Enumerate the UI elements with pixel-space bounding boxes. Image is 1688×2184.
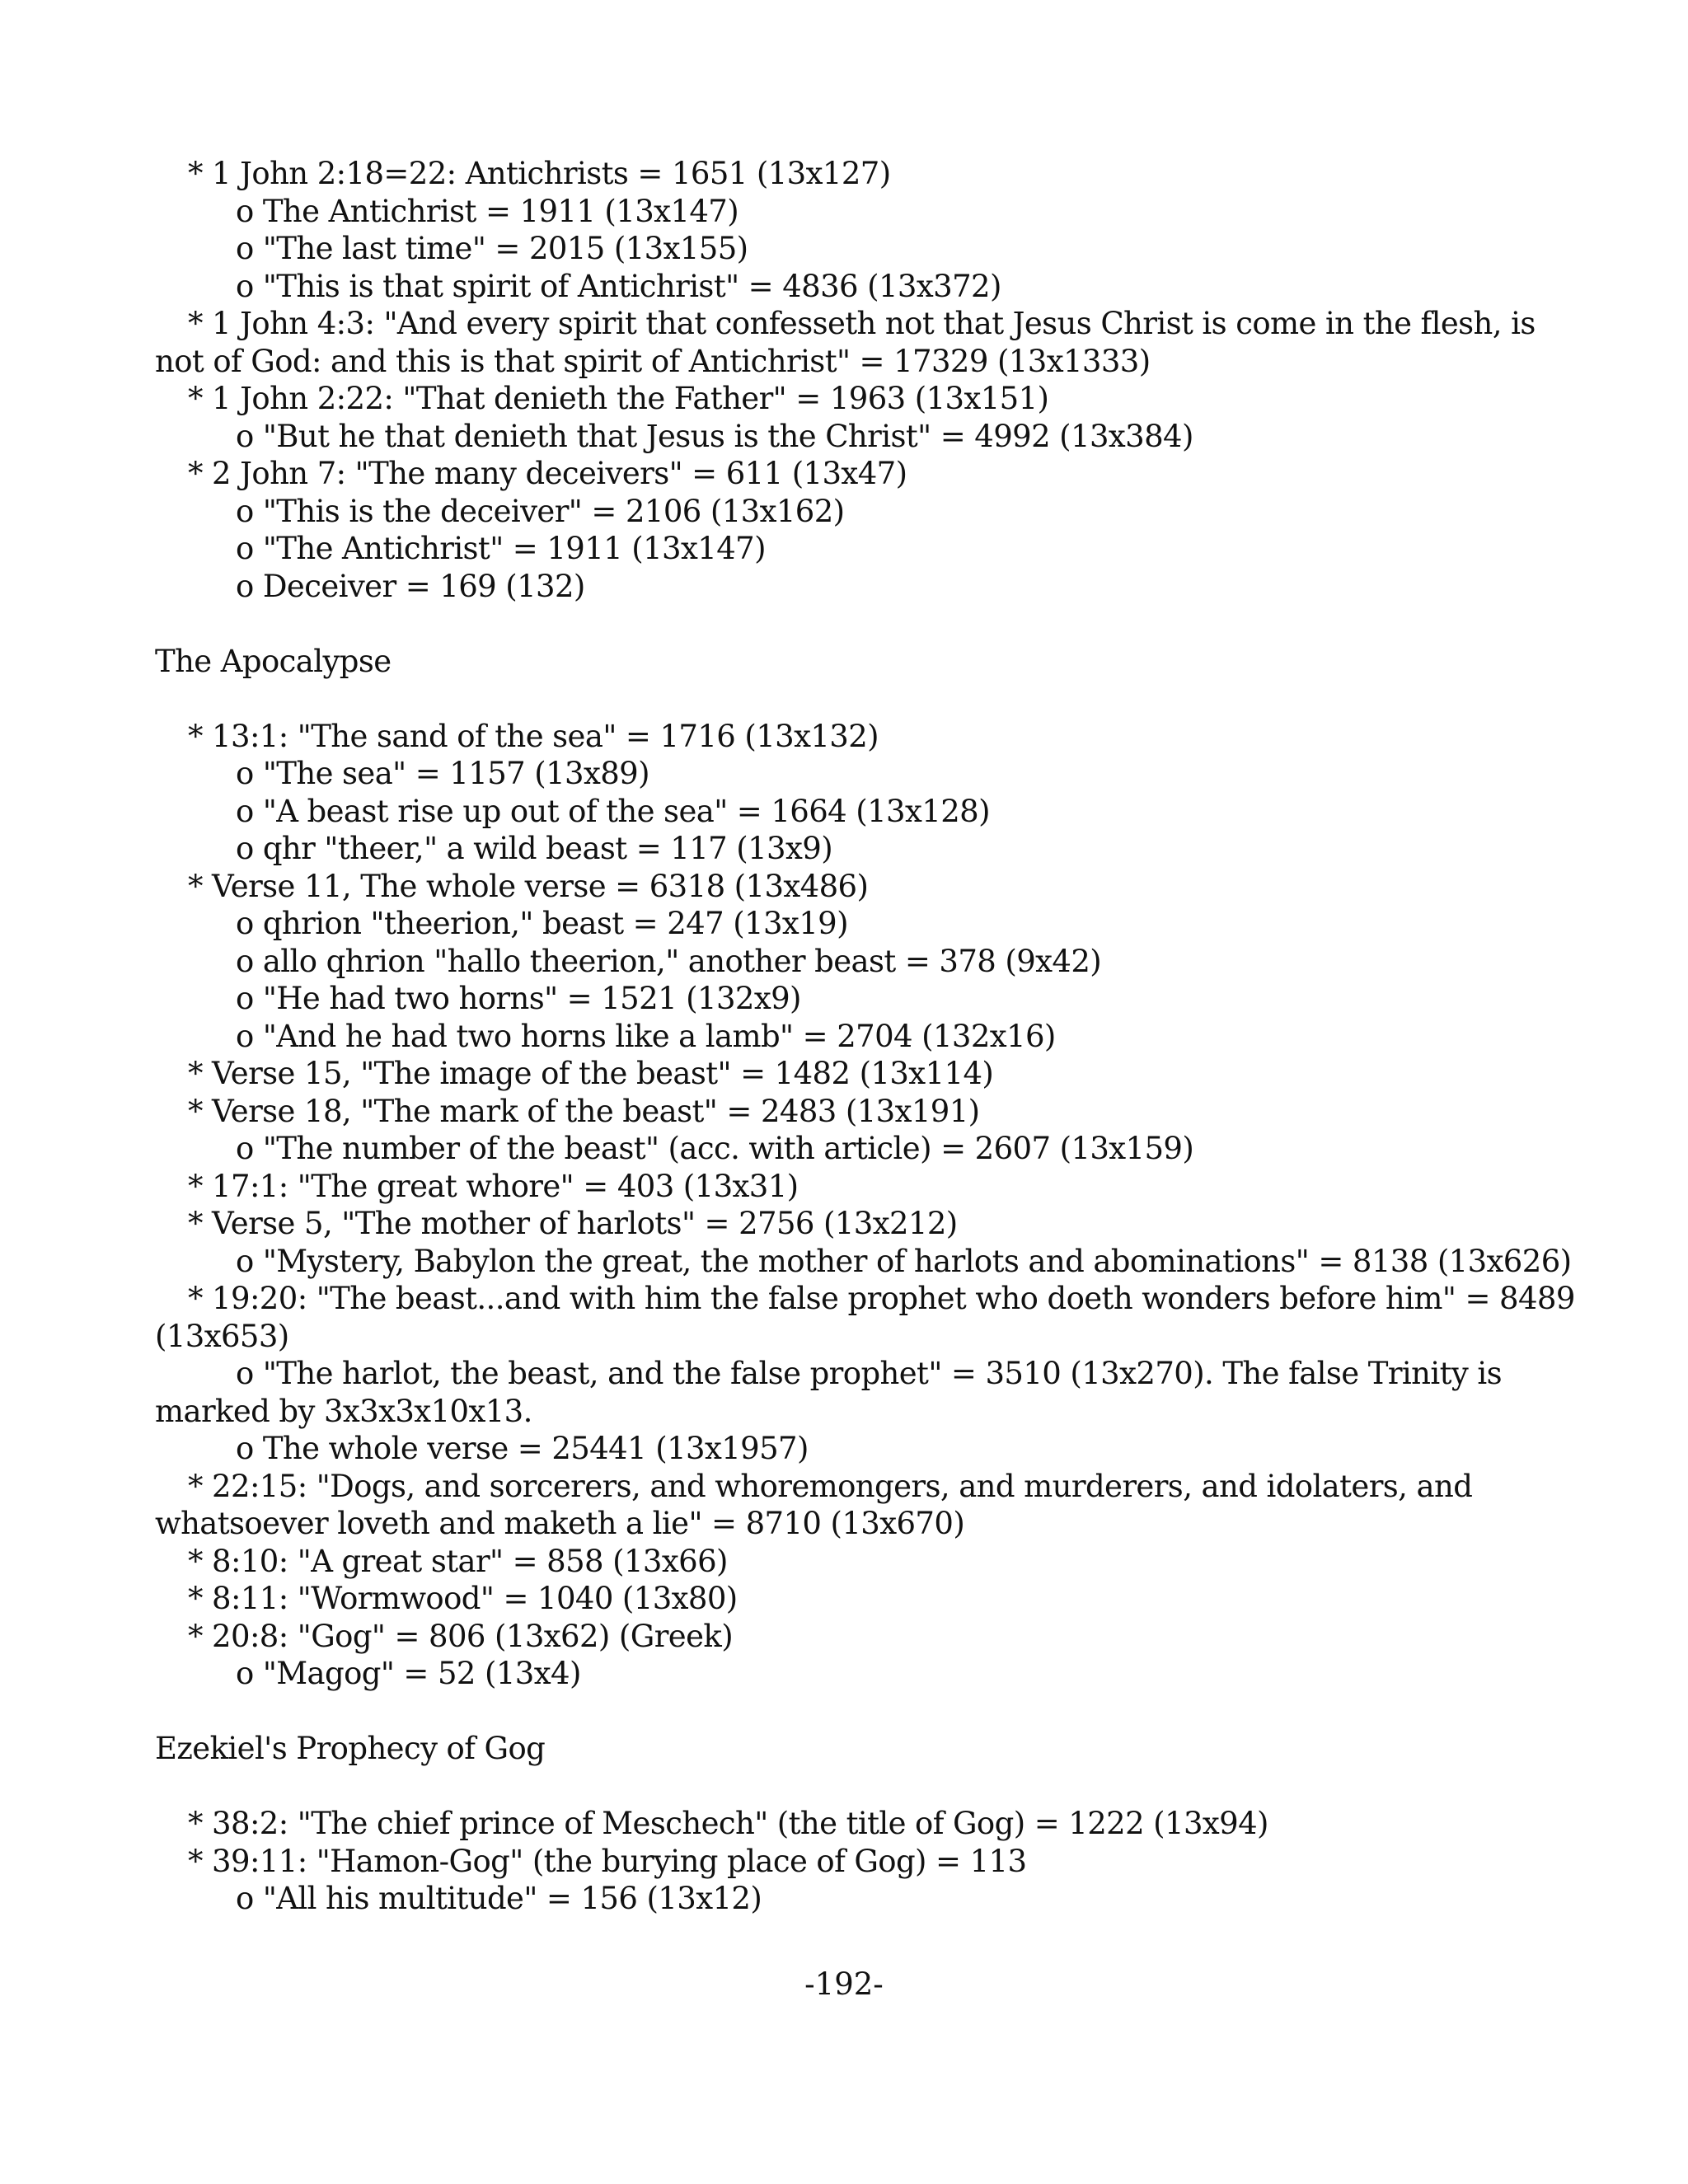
blank-line	[155, 1768, 1556, 1806]
bullet-item: * 1 John 2:18=22: Antichrists = 1651 (13x127)	[188, 156, 891, 191]
continuation-line: (13x653)	[155, 1318, 289, 1354]
sub-bullet-item: o "The harlot, the beast, and the false prophet" = 3510 (13x270). The false Trinity is	[236, 1356, 1502, 1391]
bullet-item: * 8:11: "Wormwood" = 1040 (13x80)	[188, 1581, 738, 1616]
sub-bullet-item: o "This is the deceiver" = 2106 (13x162)	[236, 493, 845, 529]
blank-line	[155, 680, 1556, 718]
bullet-item: * Verse 15, "The image of the beast" = 1482 (13x114)	[188, 1056, 994, 1091]
sub-bullet-item: o qhrion "theerion," beast = 247 (13x19)	[236, 906, 848, 941]
continuation-line: marked by 3x3x3x10x13.	[155, 1393, 532, 1429]
bullet-item: * 20:8: "Gog" = 806 (13x62) (Greek)	[188, 1618, 734, 1654]
sub-bullet-item: o "And he had two horns like a lamb" = 2704 (132x16)	[236, 1018, 1056, 1054]
sub-bullet-item: o The Antichrist = 1911 (13x147)	[236, 193, 739, 229]
sub-bullet-item: o "Mystery, Babylon the great, the mother of harlots and abominations" = 8138 (13x626)	[236, 1243, 1572, 1279]
bullet-item: * 39:11: "Hamon-Gog" (the burying place of Gog) = 113	[188, 1843, 1027, 1879]
continuation-line: whatsoever loveth and maketh a lie" = 8710 (13x670)	[155, 1506, 965, 1541]
bullet-item: * 38:2: "The chief prince of Meschech" (the title of Gog) = 1222 (13x94)	[188, 1806, 1268, 1841]
continuation-line: not of God: and this is that spirit of Antichrist" = 17329 (13x1333)	[155, 343, 1151, 379]
sub-bullet-item: o "The number of the beast" (acc. with article) = 2607 (13x159)	[236, 1131, 1194, 1166]
sub-bullet-item: o "Magog" = 52 (13x4)	[236, 1656, 581, 1691]
document-body	[155, 155, 1575, 1918]
sub-bullet-item: o qhr "theer," a wild beast = 117 (13x9)	[236, 831, 833, 866]
sub-bullet-item: o "This is that spirit of Antichrist" = 4836 (13x372)	[236, 268, 1001, 304]
sub-bullet-item: o "The sea" = 1157 (13x89)	[236, 756, 649, 791]
sub-bullet-item: o "But he that denieth that Jesus is the Christ" = 4992 (13x384)	[236, 418, 1193, 454]
bullet-item: * 2 John 7: "The many deceivers" = 611 (13x47)	[188, 456, 907, 491]
bullet-item: * Verse 11, The whole verse = 6318 (13x486)	[188, 868, 869, 904]
blank-line	[155, 605, 1556, 643]
sub-bullet-item: o "The Antichrist" = 1911 (13x147)	[236, 531, 766, 566]
bullet-item: * 8:10: "A great star" = 858 (13x66)	[188, 1543, 728, 1579]
sub-bullet-item: o "All his multitude" = 156 (13x12)	[236, 1881, 762, 1916]
sub-bullet-item: o "A beast rise up out of the sea" = 1664 (13x128)	[236, 793, 990, 829]
section-heading: Ezekiel's Prophecy of Gog	[155, 1731, 546, 1766]
bullet-item: * 1 John 4:3: "And every spirit that confesseth not that Jesus Christ is come in the flesh, is	[188, 306, 1536, 341]
bullet-item: * 1 John 2:22: "That denieth the Father" = 1963 (13x151)	[188, 381, 1049, 416]
bullet-item: * Verse 5, "The mother of harlots" = 2756 (13x212)	[188, 1206, 958, 1241]
sub-bullet-item: o The whole verse = 25441 (13x1957)	[236, 1431, 809, 1466]
bullet-item: * 22:15: "Dogs, and sorcerers, and whoremongers, and murderers, and idolaters, and	[188, 1468, 1473, 1504]
sub-bullet-item: o "He had two horns" = 1521 (132x9)	[236, 981, 801, 1016]
section-heading: The Apocalypse	[155, 643, 392, 679]
sub-bullet-item: o Deceiver = 169 (132)	[236, 568, 585, 604]
sub-bullet-item: o allo qhrion "hallo theerion," another beast = 378 (9x42)	[236, 943, 1102, 979]
bullet-item: * 19:20: "The beast...and with him the false prophet who doeth wonders before him" = 8489	[188, 1281, 1575, 1316]
blank-line	[155, 1693, 1556, 1731]
bullet-item: * 13:1: "The sand of the sea" = 1716 (13x132)	[188, 718, 879, 754]
bullet-item: * 17:1: "The great whore" = 403 (13x31)	[188, 1168, 799, 1204]
bullet-item: * Verse 18, "The mark of the beast" = 2483 (13x191)	[188, 1093, 980, 1129]
page-number: -192-	[804, 1966, 884, 2002]
sub-bullet-item: o "The last time" = 2015 (13x155)	[236, 231, 748, 266]
